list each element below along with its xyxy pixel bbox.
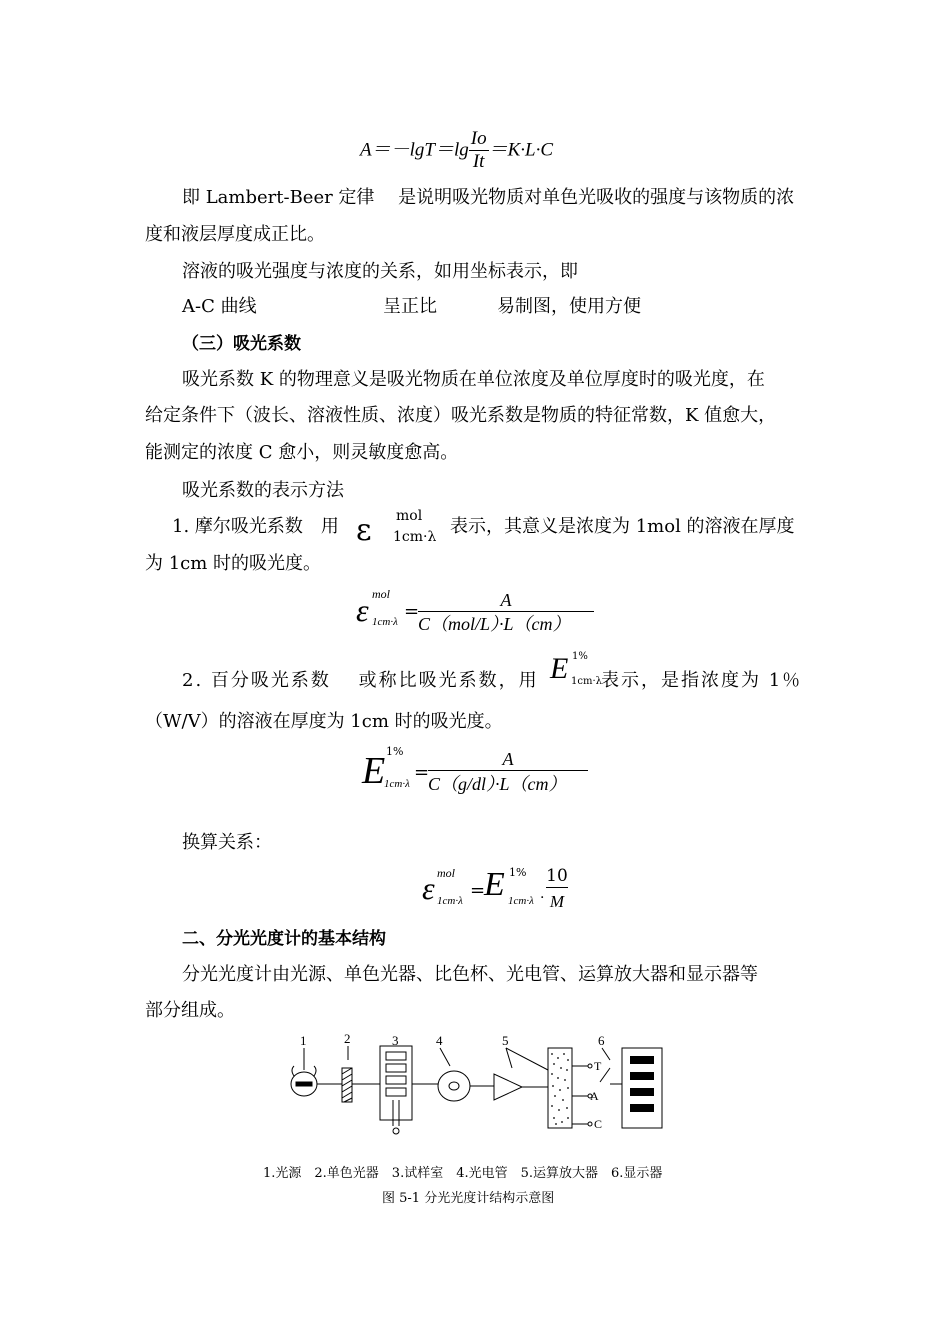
switch-arm (600, 1068, 610, 1082)
photocell-icon (438, 1071, 470, 1101)
figure-caption: 图 5-1 分光光度计结构示意图 (382, 1191, 555, 1206)
para4-line2: 给定条件下（波长、溶液性质、浓度）吸光系数是物质的特征常数，K 值愈大， (145, 405, 777, 426)
formula-rhs: ＝K·L·C (488, 139, 553, 161)
formula4-sup2: 1% (509, 866, 527, 879)
formula4-eq: = (470, 880, 486, 901)
para7-line2: 部分组成。 (145, 1000, 235, 1021)
switch-label-T: T (594, 1059, 602, 1073)
display-segment (630, 1056, 654, 1064)
para3-a: A-C 曲线 (182, 296, 257, 317)
formula-eq-lg: ＝lg (434, 139, 469, 161)
diagram-number-1: 1 (300, 1033, 307, 1048)
formula4-E: E (484, 866, 505, 903)
formula2-eq: = (404, 601, 420, 622)
heading-spectrophotometer-structure: 二、分光光度计的基本结构 (182, 929, 386, 949)
formula-lhs: A＝－lg (360, 139, 425, 161)
formula4-sub1: 1cm·λ (437, 895, 463, 907)
formula2-sub: 1cm·λ (372, 616, 398, 628)
sample-chamber-icon (380, 1046, 412, 1134)
leader-line-5b (506, 1048, 548, 1070)
formula4-epsilon: ε (422, 870, 435, 906)
para3-c: 易制图，使用方便 (497, 296, 641, 317)
item2-E: E (550, 652, 569, 685)
formula3-numerator: A (428, 748, 588, 771)
para4-line1: 吸光系数 K 的物理意义是吸光物质在单位浓度及单位厚度时的吸光度，在 (182, 369, 765, 390)
formula4-numerator: 10 (546, 866, 568, 886)
item1-prefix: 1. 摩尔吸光系数 用 (172, 516, 339, 537)
formula2-numerator: A (418, 589, 594, 612)
diagram-number-5: 5 (502, 1033, 509, 1048)
display-segment (630, 1088, 654, 1096)
leader-line-6 (602, 1048, 610, 1060)
display-segments (630, 1056, 654, 1112)
para4-line3: 能测定的浓度 C 愈小，则灵敏度愈高。 (145, 442, 459, 463)
formula3-eq: = (414, 762, 430, 783)
item1-sub: 1cm·λ (393, 529, 437, 545)
para1-line1: 即 Lambert-Beer 定律 是说明吸光物质对单色光吸收的强度与该物质的浓 (182, 187, 795, 208)
para2: 溶液的吸光强度与浓度的关系，如用坐标表示，即 (182, 261, 578, 282)
amplifier-icon (494, 1074, 522, 1100)
formula3-sub: 1cm·λ (384, 778, 410, 790)
heading-absorption-coefficient: （三）吸光系数 (182, 334, 301, 354)
formula3-denominator: C（g/dl）·L（cm） (428, 774, 567, 794)
switch-label-A: A (590, 1089, 599, 1103)
display-segment (630, 1104, 654, 1112)
formula4-sub2: 1cm·λ (508, 895, 534, 907)
switch-label-C: C (594, 1117, 603, 1131)
item1-suffix: 表示，其意义是浓度为 1mol 的溶液在厚度 (450, 516, 795, 537)
fraction-numerator: Io (470, 128, 487, 149)
processor-stipple (551, 1053, 569, 1125)
item2-sup: 1% (572, 651, 588, 662)
formula3-sup: 1% (386, 745, 404, 758)
diagram-legend: 1.光源 2.单色光器 3.试样室 4.光电管 5.运算放大器 6.显示器 (263, 1166, 663, 1181)
leader-line-4 (440, 1048, 450, 1066)
para3-b: 呈正比 (383, 296, 437, 317)
formula-T: T (424, 139, 435, 161)
para5: 吸光系数的表示方法 (182, 480, 344, 501)
item2-sub: 1cm·λ (571, 676, 602, 687)
diagram-number-3: 3 (392, 1033, 399, 1048)
item1-epsilon: ε (356, 513, 372, 548)
item2-line2: （W/V）的溶液在厚度为 1cm 时的吸光度。 (145, 711, 503, 732)
diagram-number-6: 6 (598, 1033, 605, 1048)
switch-contact-T (588, 1064, 592, 1068)
formula3-E: E (362, 750, 386, 792)
switch-contact-C (588, 1122, 592, 1126)
formula4-sup1: mol (437, 866, 455, 880)
fraction-denominator: It (472, 151, 485, 172)
item2-suffix: 表示，是指浓度为 1％ (601, 670, 803, 691)
para7-line1: 分光光度计由光源、单色光器、比色杯、光电管、运算放大器和显示器等 (182, 964, 758, 985)
formula2-epsilon: ε (356, 592, 369, 628)
item1-line2: 为 1cm 时的吸光度。 (145, 553, 322, 574)
formula-fraction (469, 128, 489, 173)
para1-line2: 度和液层厚度成正比。 (145, 224, 325, 245)
item1-sup: mol (396, 508, 423, 524)
item2-prefix: 2. 百分吸光系数 或称比吸光系数，用 (182, 670, 539, 691)
formula2-sup: mol (372, 587, 390, 601)
diagram-number-4: 4 (436, 1033, 443, 1048)
formula4-dot: · (540, 890, 545, 906)
monochromator-icon (342, 1068, 352, 1102)
para6: 换算关系： (182, 832, 272, 853)
light-source-icon (291, 1066, 317, 1096)
formula2-denominator: C（mol/L）·L（cm） (418, 614, 571, 634)
display-segment (630, 1072, 654, 1080)
diagram-number-2: 2 (344, 1031, 351, 1046)
spectrophotometer-diagram (280, 1030, 680, 1140)
formula-lambert-beer (360, 128, 553, 173)
formula4-denominator: M (549, 892, 565, 911)
